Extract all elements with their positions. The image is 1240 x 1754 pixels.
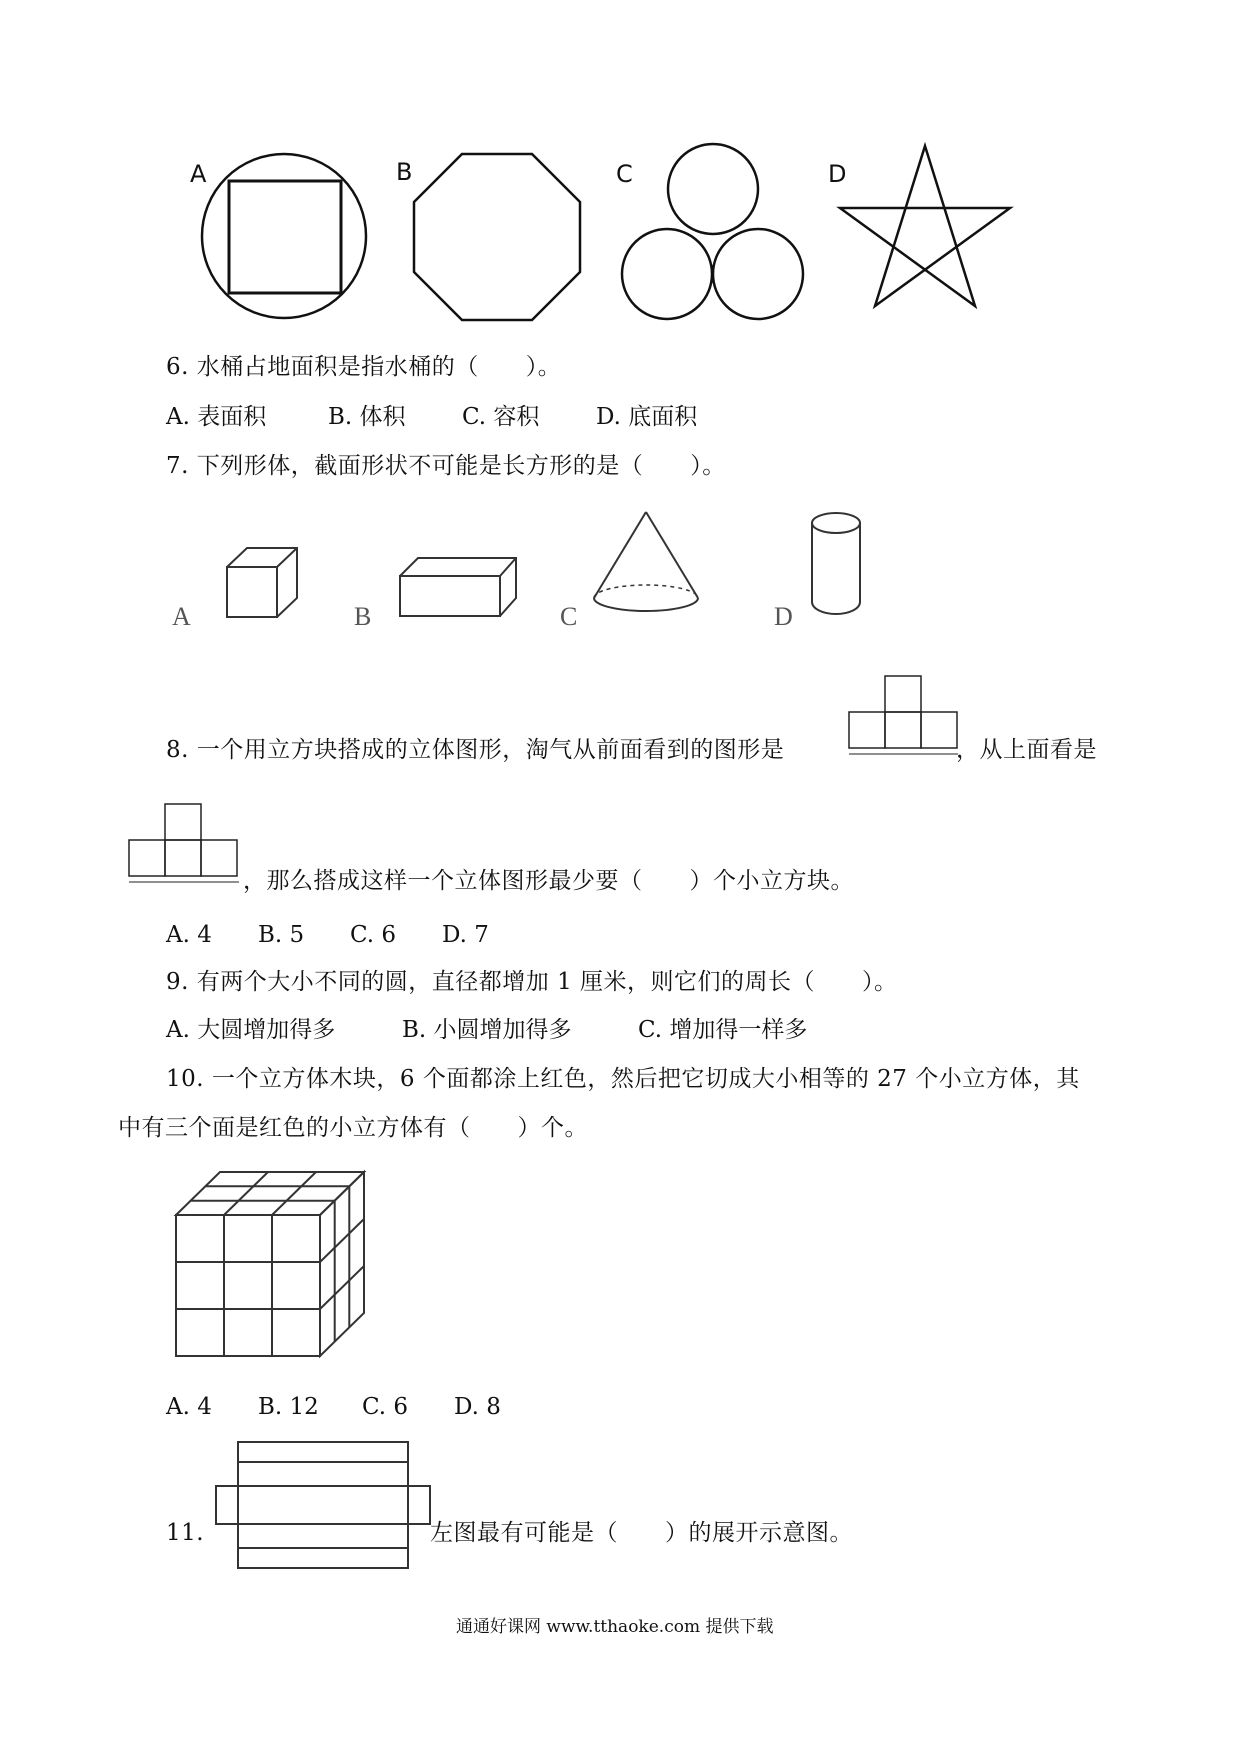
front-view-figure [848,674,960,756]
q10-stem-line2: 中有三个面是红色的小立方体有（ ）个。 [118,1115,588,1141]
unfolded-net-figure [212,1438,434,1572]
q6-option-b: B. 体积 [328,404,406,430]
q5-label-b: B [396,158,413,186]
q10-stem-line1: 10. 一个立方体木块，6 个面都涂上红色，然后把它切成大小相等的 27 个小立方体，其 [166,1066,1080,1092]
q8-stem-part3: ，那么搭成这样一个立体图形最少要（ ）个小立方块。 [243,868,854,894]
q11-number: 11. [166,1520,205,1546]
q6-option-c: C. 容积 [462,404,540,430]
q9-option-b: B. 小圆增加得多 [402,1017,572,1043]
q10-option-c: C. 6 [362,1394,409,1420]
cylinder-figure [808,510,864,618]
q10-option-a: A. 4 [166,1394,212,1420]
three-circles-figure [618,142,808,324]
q11-stem: 左图最有可能是（ ）的展开示意图。 [430,1520,853,1546]
cube-figure [225,545,300,620]
q8-option-c: C. 6 [350,922,397,948]
q8-option-a: A. 4 [166,922,212,948]
top-view-figure [129,802,241,884]
q6-option-a: A. 表面积 [166,404,267,430]
cuboid-figure [398,556,518,618]
circle-with-square-figure [200,152,370,322]
q5-label-c: C [616,160,633,188]
q8-option-b: B. 5 [258,922,305,948]
q6-option-d: D. 底面积 [596,404,698,430]
q10-option-d: D. 8 [454,1394,501,1420]
star-figure [838,144,1012,309]
footer-text: 通通好课网 www.tthaoke.com 提供下载 [456,1617,774,1637]
q8-stem-part1: 8. 一个用立方块搭成的立体图形，淘气从前面看到的图形是 [166,737,785,763]
cone-figure [590,510,705,615]
q6-stem: 6. 水桶占地面积是指水桶的（ ）。 [166,354,562,380]
q7-label-a: A [172,602,191,631]
octagon-figure [412,152,582,322]
q7-label-b: B [354,602,372,631]
q8-option-d: D. 7 [442,922,489,948]
q7-label-c: C [560,602,578,631]
q8-stem-part2: ，从上面看是 [956,737,1097,763]
rubiks-cube-figure [172,1168,394,1360]
q5-label-d: D [828,160,847,188]
q9-stem: 9. 有两个大小不同的圆，直径都增加 1 厘米，则它们的周长（ ）。 [166,969,898,995]
q10-option-b: B. 12 [258,1394,319,1420]
q9-option-a: A. 大圆增加得多 [166,1017,336,1043]
q5-label-a: A [190,160,207,188]
q7-stem: 7. 下列形体，截面形状不可能是长方形的是（ ）。 [166,453,726,479]
q7-label-d: D [774,602,793,631]
q9-option-c: C. 增加得一样多 [638,1017,808,1043]
